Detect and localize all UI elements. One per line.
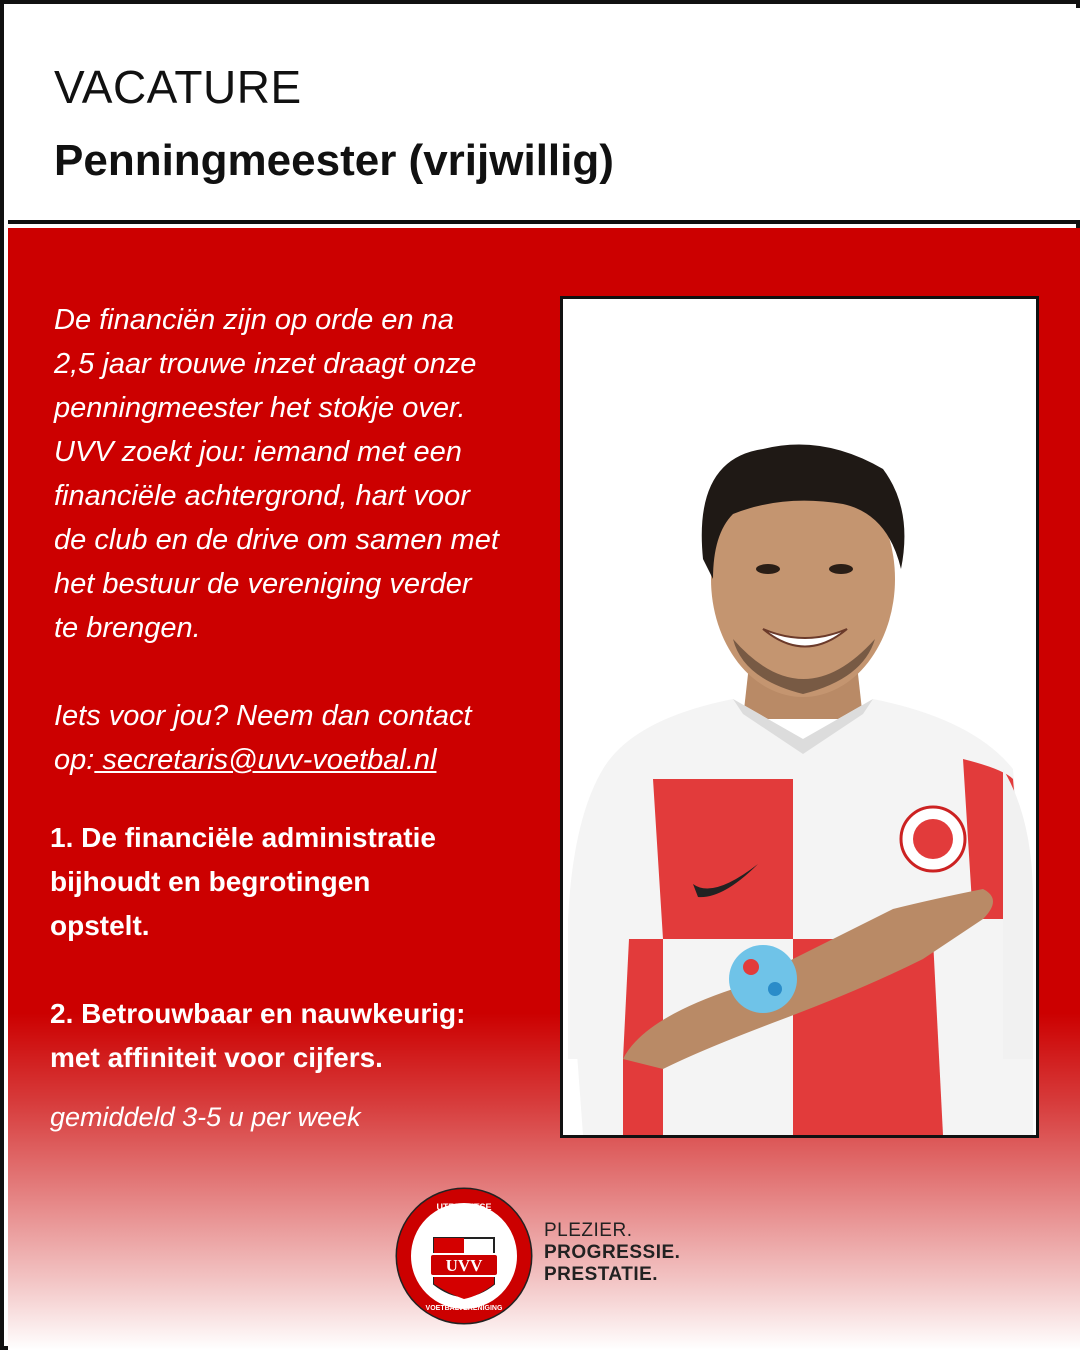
club-tagline — [544, 1220, 680, 1286]
footer — [394, 1186, 714, 1336]
contact-email-link[interactable]: secretaris@uvv-voetbal.nl — [94, 744, 437, 776]
requirement-item: 2. Betrouwbaar en nauwkeurig: met affiniteit voor cijfers. — [50, 998, 466, 1073]
red-panel — [8, 228, 1080, 1350]
contact-line — [54, 694, 574, 782]
crest-year-right: 02 — [508, 1255, 516, 1262]
contact-prefix: Iets voor jou? Neem dan contact op: — [54, 700, 472, 776]
vacancy-kicker: VACATURE — [54, 61, 302, 113]
crest-year-left: 19 — [412, 1255, 420, 1262]
vacancy-title: Penningmeester (vrijwillig) — [54, 136, 614, 185]
tagline-line-2: PROGRESSIE. — [544, 1242, 681, 1263]
crest-top-text: UTRECHTSE — [436, 1202, 492, 1212]
crest-initials: UVV — [445, 1256, 483, 1275]
player-illustration — [563, 299, 1036, 1135]
club-crest-logo — [394, 1186, 534, 1326]
header — [8, 8, 1080, 224]
crest-bottom-text: VOETBALVERENIGING — [425, 1305, 503, 1312]
intro-text — [54, 298, 574, 782]
player-photo — [560, 296, 1039, 1138]
hours-per-week: gemiddeld 3-5 u per week — [50, 1102, 361, 1132]
tagline-line-1: PLEZIER. — [544, 1220, 633, 1241]
intro-paragraph: De financiën zijn op orde en na 2,5 jaar trouwe inzet draagt onze penningmeester het stokje over. UVV zoekt jou: iemand met een financiële achtergrond, hart voor de club en de drive om samen met het bestuur de vereniging verder te brengen. — [54, 304, 499, 644]
requirement-item: 1. De financiële administratie bijhoudt en begrotingen opstelt. — [50, 822, 436, 941]
requirements-list — [50, 816, 570, 1080]
tagline-line-3: PRESTATIE. — [544, 1264, 659, 1285]
